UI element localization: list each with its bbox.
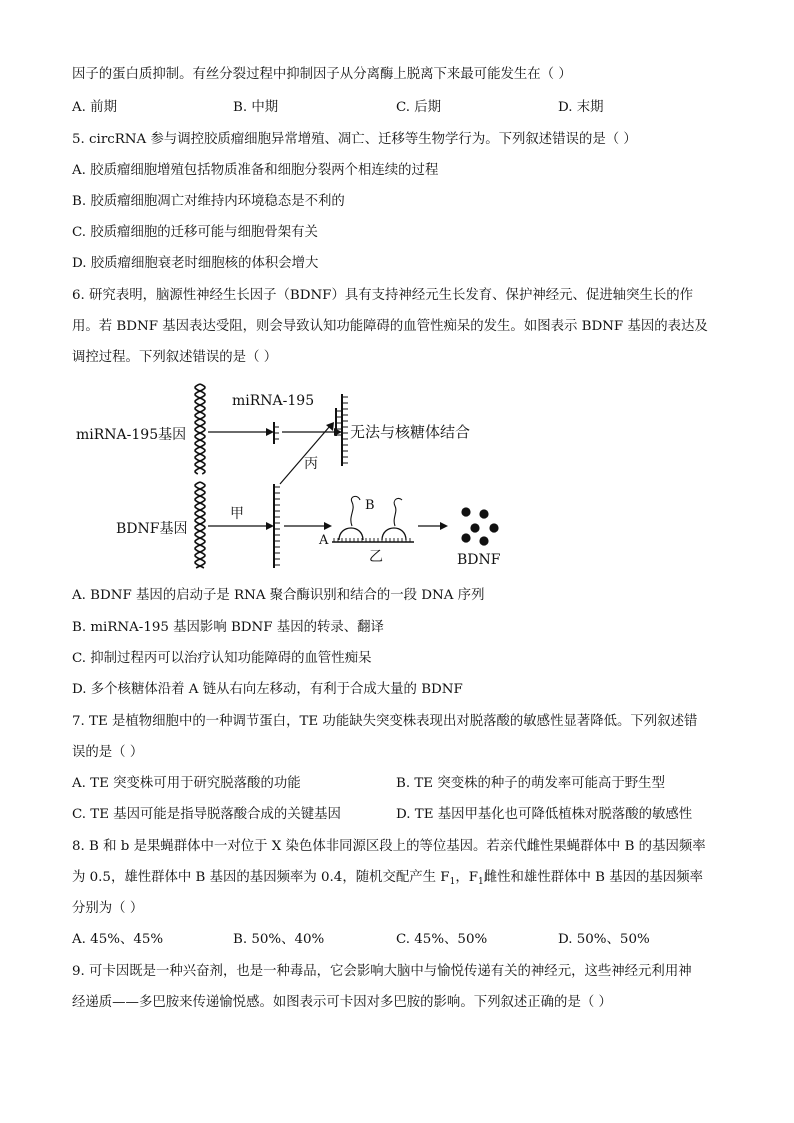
subscript-1: 1 <box>478 877 484 887</box>
q8-stem-line1: 8. B 和 b 是果蝇群体中一对位于 X 染色体非同源区段上的等位基因。若亲代雌性果蝇群体中 B 的基因频率 <box>72 839 706 854</box>
q7-option-c: C. TE 基因可能是指导脱落酸合成的关键基因 <box>72 807 341 822</box>
bdnf-regulation-diagram <box>72 378 512 574</box>
q9-stem-line1: 9. 可卡因既是一种兴奋剂，也是一种毒品，它会影响大脑中与愉悦传递有关的神经元，这些神经元利用神 <box>72 964 692 979</box>
q8-stem-line3: 分别为（ ） <box>72 901 144 916</box>
q7-option-d: D. TE 基因甲基化也可降低植株对脱落酸的敏感性 <box>396 807 693 822</box>
ribosome-label-yi: 乙 <box>369 549 383 565</box>
peptide-chain-b <box>351 496 360 526</box>
q6-stem-line2: 用。若 BDNF 基因表达受阻，则会导致认知功能障碍的血管性痴呆的发生。如图表示 BDNF 基因的表达及 <box>72 319 708 334</box>
bdnf-gene-label: BDNF基因 <box>116 521 188 537</box>
q8-option-a: A. 45%、45% <box>72 932 164 947</box>
q9-stem-line2: 经递质——多巴胺来传递愉悦感。如图表示可卡因对多巴胺的影响。下列叙述正确的是（ ） <box>72 995 612 1010</box>
q5-option-d: D. 胶质瘤细胞衰老时细胞核的体积会增大 <box>72 256 319 271</box>
q8-option-d: D. 50%、50% <box>558 932 650 947</box>
bdnf-gene-dna-helix <box>195 482 205 568</box>
q8-option-b: B. 50%、40% <box>233 932 325 947</box>
translating-ribosomes <box>318 496 414 565</box>
bdnf-mrna-strand <box>274 484 280 568</box>
q6-option-b: B. miRNA-195 基因影响 BDNF 基因的转录、翻译 <box>72 620 384 635</box>
q8-text: 为 0.5，雄性群体中 B 基因的基因频率为 0.4，随机交配产生 F <box>72 870 450 885</box>
no-ribosome-binding-label: 无法与核糖体结合 <box>350 423 471 441</box>
q8-text: 雌性和雄性群体中 B 基因的基因频率 <box>483 870 703 885</box>
q4-option-b: B. 中期 <box>233 100 279 115</box>
q8-stem-line2 <box>72 869 703 891</box>
arrowhead <box>266 428 274 436</box>
mirna-gene-label: miRNA-195基因 <box>76 427 187 443</box>
q6-stem-line3: 调控过程。下列叙述错误的是（ ） <box>72 350 278 365</box>
bdnf-protein-dots <box>461 507 498 545</box>
q6-option-a: A. BDNF 基因的启动子是 RNA 聚合酶识别和结合的一段 DNA 序列 <box>72 588 485 603</box>
mirna-gene-dna-helix <box>195 384 205 474</box>
process-jia-label: 甲 <box>230 506 244 522</box>
mirna-195-label: miRNA-195 <box>232 393 315 409</box>
arrowhead <box>266 522 274 530</box>
q7-stem-line1: 7. TE 是植物细胞中的一种调节蛋白，TE 功能缺失突变株表现出对脱落酸的敏感性显著降低。下列叙述错 <box>72 714 698 729</box>
label-b: B <box>365 498 375 513</box>
q6-option-d: D. 多个核糖体沿着 A 链从右向左移动，有利于合成大量的 BDNF <box>72 682 463 697</box>
q4-option-a: A. 前期 <box>72 100 117 115</box>
mirna-195-strand <box>274 422 279 444</box>
q4-option-c: C. 后期 <box>396 100 442 115</box>
process-bing-label: 丙 <box>304 456 318 472</box>
q5-stem: 5. circRNA 参与调控胶质瘤细胞异常增殖、凋亡、迁移等生物学行为。下列叙述错误的是（ ） <box>72 132 637 147</box>
q8-option-c: C. 45%、50% <box>396 932 488 947</box>
q7-option-b: B. TE 突变株的种子的萌发率可能高于野生型 <box>396 776 665 791</box>
q6-stem-line1: 6. 研究表明，脑源性神经生长因子（BDNF）具有支持神经元生长发育、保护神经元、促进轴突生长的作 <box>72 288 694 303</box>
ribosome <box>339 528 363 540</box>
q5-option-b: B. 胶质瘤细胞凋亡对维持内环境稳态是不利的 <box>72 194 345 209</box>
q4-continuation: 因子的蛋白质抑制。有丝分裂过程中抑制因子从分离酶上脱离下来最可能发生在（ ） <box>72 67 572 82</box>
arrowhead <box>324 522 332 530</box>
label-a: A <box>319 533 329 548</box>
q6-option-c: C. 抑制过程丙可以治疗认知功能障碍的血管性痴呆 <box>72 651 372 666</box>
arrowhead <box>440 522 448 530</box>
q7-stem-line2: 误的是（ ） <box>72 745 144 760</box>
process-bing-arrow <box>280 426 330 484</box>
q7-option-a: A. TE 突变株可用于研究脱落酸的功能 <box>72 776 301 791</box>
q8-text: ，F <box>455 870 479 885</box>
q4-option-d: D. 末期 <box>558 100 604 115</box>
subscript-1: 1 <box>449 877 456 887</box>
q5-option-a: A. 胶质瘤细胞增殖包括物质准备和细胞分裂两个相连续的过程 <box>72 163 439 178</box>
peptide-chain <box>394 498 402 526</box>
bdnf-protein-label: BDNF <box>457 552 501 568</box>
q5-option-c: C. 胶质瘤细胞的迁移可能与细胞骨架有关 <box>72 225 318 240</box>
